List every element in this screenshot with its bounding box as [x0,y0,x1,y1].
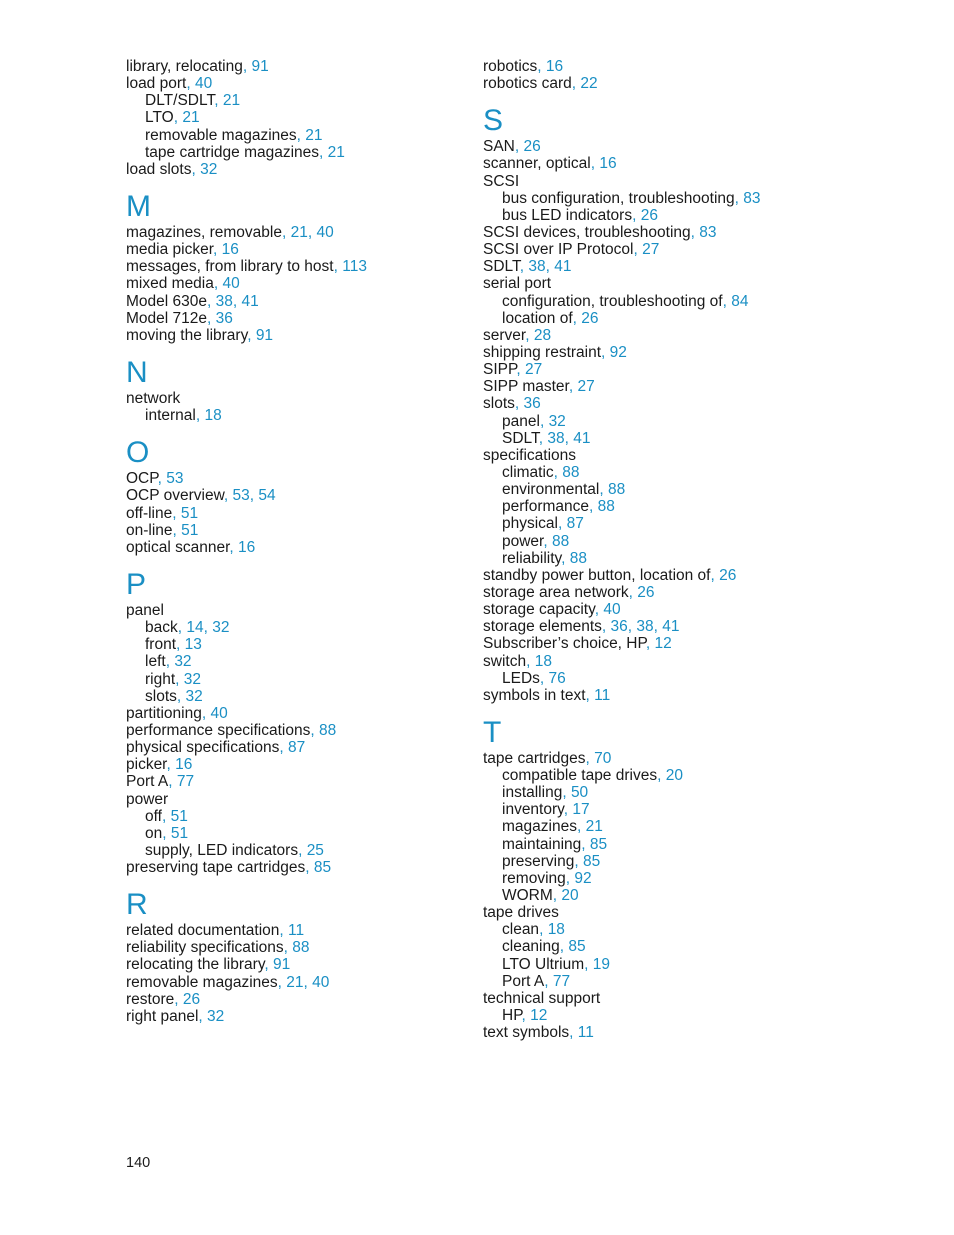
page-link[interactable]: 88 [292,939,310,957]
index-term: off [145,807,162,825]
page-link[interactable]: 36 [523,395,541,413]
index-entry: optical scanner, 16 [126,538,256,556]
page-link[interactable]: 41 [241,292,259,310]
page-link[interactable]: 53 [166,470,184,488]
page-link[interactable]: 38 [636,618,654,636]
index-term: Subscriber’s choice, HP [483,635,646,653]
index-entry: partitioning, 40 [126,704,228,722]
index-entry: Subscriber’s choice, HP, 12 [483,635,672,653]
index-entry: slots, 36 [483,395,541,413]
page-link[interactable]: 92 [574,869,592,887]
page-link[interactable]: 12 [530,1007,548,1025]
index-term: scanner, optical [483,155,591,173]
page-link[interactable]: 13 [184,636,202,654]
index-subentry: SDLT, 38, 41 [502,429,591,447]
index-term: optical scanner [126,538,230,556]
index-term: location of [502,309,573,327]
index-subentry: installing, 50 [502,784,589,802]
index-letter-heading: P [126,569,147,600]
index-entry: moving the library, 91 [126,326,274,344]
index-term: restore [126,990,175,1008]
index-entry: robotics, 16 [483,58,564,75]
page-link[interactable]: 54 [258,487,276,505]
page-link[interactable]: 70 [594,749,612,767]
index-term: moving the library [126,326,248,344]
index-subentry: left, 32 [145,653,192,671]
index-subentry: physical, 87 [502,515,584,533]
index-term: supply, LED indicators [145,841,299,859]
index-entry: SCSI over IP Protocol, 27 [483,241,660,259]
index-term: removable magazines [145,126,297,144]
index-term: messages, from library to host [126,258,334,276]
page-link[interactable]: 16 [599,155,617,173]
page-link[interactable]: 11 [594,686,611,704]
index-term: preserving [502,852,575,870]
page-link[interactable]: 18 [534,652,552,670]
index-letter-heading: N [126,357,148,388]
index-term: right [145,670,176,688]
index-term: slots [145,687,177,705]
index-term: physical [502,515,558,533]
page-link[interactable]: 21 [222,92,241,110]
index-entry: OCP, 53 [126,470,184,488]
index-subentry: compatible tape drives, 20 [502,767,683,785]
index-term: left [145,653,166,671]
page-link[interactable]: 41 [554,258,572,276]
page-link[interactable]: 88 [597,498,615,516]
page-link[interactable]: 88 [552,532,570,550]
index-term: magazines, removable [126,223,282,241]
page-link[interactable]: 26 [637,583,655,601]
page-link[interactable]: 88 [562,463,580,481]
index-term: SAN [483,138,515,156]
index-term: SCSI [483,172,520,190]
page-link[interactable]: 40 [603,601,621,619]
page-link[interactable]: 36 [610,618,628,636]
page-link[interactable]: 40 [316,223,334,241]
index-term: removing [502,869,566,887]
index-term: storage area network [483,583,629,601]
index-column-left [126,58,466,1025]
page-link[interactable]: 53 [232,487,250,505]
index-term: picker [126,756,167,774]
index-term: installing [502,784,563,802]
index-term: standby power button, location of [483,566,711,584]
index-term: symbols in text [483,686,586,704]
index-term: SIPP master [483,378,569,396]
index-term: panel [126,601,164,619]
page-link[interactable]: 32 [174,653,192,671]
index-entry: server, 28 [483,326,552,344]
index-subentry: climatic, 88 [502,463,580,481]
index-entry: Model 630e, 38, 41 [126,292,259,310]
page-link[interactable]: 26 [581,309,599,327]
page-link[interactable]: 88 [319,721,337,739]
index-term: SCSI devices, troubleshooting [483,223,691,241]
index-subentry: inventory, 17 [502,801,590,819]
index-subentry: panel, 32 [502,412,566,430]
page-link[interactable]: 88 [607,481,626,499]
index-term: tape drives [483,904,559,922]
index-term: relocating the library [126,956,265,974]
index-entry: reliability specifications, 88 [126,939,310,957]
index-entry: scanner, optical, 16 [483,155,617,173]
page-link[interactable]: 51 [170,824,189,842]
page-link[interactable]: 36 [215,309,233,327]
page-link[interactable]: 26 [719,566,737,584]
index-term: SIPP [483,361,517,379]
page-link[interactable]: 88 [569,549,588,567]
index-term: partitioning [126,704,202,722]
index-term: robotics [483,58,538,75]
index-letter-heading: R [126,890,148,921]
index-subentry: LTO Ultrium, 19 [502,955,610,973]
index-subentry: right, 32 [145,670,202,688]
page-link[interactable]: 16 [238,538,256,556]
index-term: bus configuration, troubleshooting [502,189,735,207]
page-link[interactable]: 32 [548,412,566,430]
index-term: climatic [502,463,554,481]
page-link[interactable]: 85 [583,852,601,870]
index-term: Model 630e [126,292,208,310]
index-term: back [145,619,178,637]
index-term: front [145,636,177,654]
index-subentry: slots, 32 [145,687,203,705]
page-link[interactable]: 83 [699,223,717,241]
index-entry: load port, 40 [126,75,213,93]
index-term: related documentation [126,922,280,940]
index-entry: picker, 16 [126,756,193,774]
index-subentry: preserving, 85 [502,852,601,870]
index-term: SDLT [483,258,520,276]
page-link[interactable]: 40 [312,973,330,991]
page-link[interactable]: 18 [204,407,222,425]
index-subentry: internal, 18 [145,407,222,425]
index-term: OCP overview [126,487,224,505]
index-term: LTO [145,109,174,127]
index-entry: performance specifications, 88 [126,721,337,739]
index-entry: text symbols, 11 [483,1024,594,1042]
index-term: specifications [483,446,577,464]
index-term: SCSI over IP Protocol [483,241,634,259]
index-subentry: HP, 12 [502,1007,548,1025]
page-link[interactable]: 21 [182,109,200,127]
index-entry: mixed media, 40 [126,275,240,293]
index-entry: related documentation, 11 [126,922,305,940]
index-term: WORM [502,887,553,905]
index-term: removable magazines [126,973,278,991]
index-entry: off-line, 51 [126,504,199,522]
index-entry [483,904,823,921]
index-subentry: DLT/SDLT, 21 [145,92,241,110]
index-entry: OCP overview, 53, 54 [126,487,276,505]
page-link[interactable]: 20 [665,767,683,785]
index-entry: storage area network, 26 [483,583,655,601]
index-term: switch [483,652,527,670]
page-link[interactable]: 91 [251,58,269,75]
index-entry: load slots, 32 [126,160,218,178]
page-link[interactable]: 50 [570,784,589,802]
index-entry: magazines, removable, 21, 40 [126,223,334,241]
page-link[interactable]: 11 [577,1024,594,1042]
page-link[interactable]: 87 [287,739,306,757]
index-entry: robotics card, 22 [483,75,598,93]
index-term: performance [502,498,590,516]
index-subentry: Port A, 77 [502,972,571,990]
index-subentry: bus configuration, troubleshooting, 83 [502,189,761,207]
index-term: panel [502,412,540,430]
page-link[interactable]: 40 [194,75,213,93]
index-entry: relocating the library, 91 [126,956,291,974]
page-link[interactable]: 51 [181,521,199,539]
page-link[interactable]: 38 [528,258,546,276]
page-link[interactable]: 40 [210,704,228,722]
page-link[interactable]: 38 [547,429,565,447]
index-term: configuration, troubleshooting of [502,292,723,310]
page-link[interactable]: 26 [182,990,201,1008]
page-link[interactable]: 32 [183,670,202,688]
page-link[interactable]: 16 [545,58,564,75]
page-link[interactable]: 51 [170,807,188,825]
index-subentry: environmental, 88 [502,481,626,499]
page-link[interactable]: 16 [221,241,239,259]
page-link[interactable]: 32 [207,1007,225,1025]
index-subentry: off, 51 [145,807,188,825]
index-entry: media picker, 16 [126,241,239,259]
page-link[interactable]: 92 [609,343,627,361]
index-entry: physical specifications, 87 [126,739,306,757]
index-term: clean [502,921,540,939]
page-link[interactable]: 21 [290,223,308,241]
index-term: reliability specifications [126,939,284,957]
index-subentry: location of, 26 [502,309,599,327]
index-term: on [145,824,163,842]
page-link[interactable]: 76 [548,669,566,687]
page-link[interactable]: 85 [568,938,586,956]
index-entry: SIPP, 27 [483,361,543,379]
index-subentry: LTO, 21 [145,109,200,127]
index-subentry: bus LED indicators, 26 [502,206,658,224]
index-entry: symbols in text, 11 [483,686,611,704]
page-link[interactable]: 113 [342,258,367,276]
index-term: performance specifications [126,721,311,739]
page-link[interactable]: 25 [306,841,324,859]
page-link[interactable]: 21 [585,818,603,836]
index-entry: SIPP master, 27 [483,378,595,396]
index-subentry: back, 14, 32 [145,619,230,637]
index-term: right panel [126,1007,199,1025]
index-entry: standby power button, location of, 26 [483,566,737,584]
page-link[interactable]: 14 [186,619,204,637]
index-letter-heading: T [483,717,502,748]
page-link[interactable]: 32 [200,160,218,178]
index-term: LEDs [502,669,540,687]
index-entry: messages, from library to host, 113 [126,258,367,276]
index-term: library, relocating [126,58,243,75]
index-subentry: clean, 18 [502,921,565,939]
index-entry [126,390,466,407]
index-term: technical support [483,989,601,1007]
index-entry: switch, 18 [483,652,552,670]
page-link[interactable]: 27 [524,361,543,379]
index-term: off-line [126,504,173,522]
index-term: maintaining [502,835,582,853]
index-term: inventory [502,801,564,819]
index-entry: SCSI devices, troubleshooting, 83 [483,223,717,241]
index-entry: restore, 26 [126,990,201,1008]
index-term: preserving tape cartridges [126,859,306,877]
index-entry: shipping restraint, 92 [483,343,627,361]
index-term: load port [126,75,187,93]
page-link[interactable]: 21 [327,143,345,161]
index-subentry: tape cartridge magazines, 21 [145,143,345,161]
index-term: environmental [502,481,600,499]
page-link[interactable]: 85 [313,859,332,877]
index-term: Port A [502,972,545,990]
index-entry [483,173,823,190]
index-entry: removable magazines, 21, 40 [126,973,330,991]
index-entry: Model 712e, 36 [126,309,233,327]
index-term: physical specifications [126,739,280,757]
index-term: media picker [126,241,214,259]
index-term: storage elements [483,618,602,636]
page-link[interactable]: 91 [255,326,274,344]
index-subentry: removable magazines, 21 [145,126,323,144]
index-term: slots [483,395,515,413]
index-term: magazines [502,818,577,836]
index-subentry: maintaining, 85 [502,835,608,853]
page-link[interactable]: 41 [662,618,680,636]
page-number: 140 [126,1155,151,1171]
index-term: tape cartridge magazines [145,143,320,161]
index-subentry: supply, LED indicators, 25 [145,841,324,859]
index-term: mixed media [126,275,214,293]
page-link[interactable]: 87 [566,515,584,533]
index-term: server [483,326,526,344]
page-link[interactable]: 84 [731,292,749,310]
index-entry [126,602,466,619]
index-entry: storage capacity, 40 [483,601,621,619]
index-entry: tape cartridges, 70 [483,749,612,767]
page-link[interactable]: 16 [175,756,193,774]
page-link[interactable]: 32 [185,687,203,705]
page-link[interactable]: 27 [577,378,595,396]
index-entry [483,275,823,292]
index-term: power [502,532,544,550]
page-link[interactable]: 85 [589,835,608,853]
page-link[interactable]: 41 [573,429,591,447]
index-letter-heading: O [126,438,150,469]
index-term: internal [145,407,196,425]
index-term: HP [502,1007,522,1025]
index-subentry: WORM, 20 [502,887,579,905]
index-term: tape cartridges [483,749,586,767]
page-link[interactable]: 28 [533,326,552,344]
page-link[interactable]: 77 [552,972,571,990]
page-link[interactable]: 91 [273,956,291,974]
page-link[interactable]: 32 [212,619,230,637]
index-subentry: configuration, troubleshooting of, 84 [502,292,749,310]
index-subentry: LEDs, 76 [502,669,566,687]
index-column-right [483,58,823,1041]
index-subentry: performance, 88 [502,498,615,516]
index-term: cleaning [502,938,560,956]
index-term: DLT/SDLT [145,92,215,110]
index-entry [483,990,823,1007]
index-entry: right panel, 32 [126,1007,225,1025]
page-link[interactable]: 20 [561,887,579,905]
page-link[interactable]: 38 [215,292,233,310]
index-entry: SAN, 26 [483,138,541,156]
index-letter-heading: S [483,106,504,137]
page-link[interactable]: 22 [580,75,598,93]
index-term: bus LED indicators [502,206,633,224]
page-link[interactable]: 18 [547,921,565,939]
index-subentry: magazines, 21 [502,818,603,836]
index-term: Model 712e [126,309,208,327]
index-entry: storage elements, 36, 38, 41 [483,618,680,636]
index-term: storage capacity [483,601,595,619]
index-entry: SDLT, 38, 41 [483,258,572,276]
index-subentry: front, 13 [145,636,202,654]
page-link[interactable]: 40 [222,275,240,293]
index-subentry: removing, 92 [502,869,592,887]
page-link[interactable]: 83 [743,189,761,207]
page-link[interactable]: 77 [176,773,195,791]
index-term: reliability [502,549,562,567]
index-entry: library, relocating, 91 [126,58,269,75]
index-term: serial port [483,275,552,293]
index-subentry: on, 51 [145,824,189,842]
index-entry [483,447,823,464]
page-link[interactable]: 17 [572,801,590,819]
index-term: robotics card [483,75,572,93]
index-subentry: cleaning, 85 [502,938,586,956]
page-link[interactable]: 11 [288,922,305,940]
index-entry: preserving tape cartridges, 85 [126,859,332,877]
index-subentry: power, 88 [502,532,570,550]
index-term: text symbols [483,1024,570,1042]
index-entry: on-line, 51 [126,521,199,539]
index-subentry: reliability, 88 [502,549,588,567]
index-term: compatible tape drives [502,767,658,785]
page-link[interactable]: 12 [654,635,672,653]
page-link[interactable]: 27 [642,241,660,259]
page-link[interactable]: 19 [592,955,610,973]
index-term: LTO Ultrium [502,955,585,973]
index-term: shipping restraint [483,343,602,361]
index-term: load slots [126,160,192,178]
page-link[interactable]: 51 [180,504,199,522]
page-link[interactable]: 26 [523,138,541,156]
page-link[interactable]: 21 [305,126,323,144]
index-term: on-line [126,521,173,539]
index-term: Port A [126,773,169,791]
index-term: network [126,389,181,407]
index-entry [126,791,466,808]
index-entry: Port A, 77 [126,773,195,791]
page-link[interactable]: 26 [640,206,658,224]
index-term: SDLT [502,429,539,447]
index-term: OCP [126,470,158,488]
index-letter-heading: M [126,191,151,222]
index-term: power [126,790,169,808]
page-link[interactable]: 21 [286,973,304,991]
